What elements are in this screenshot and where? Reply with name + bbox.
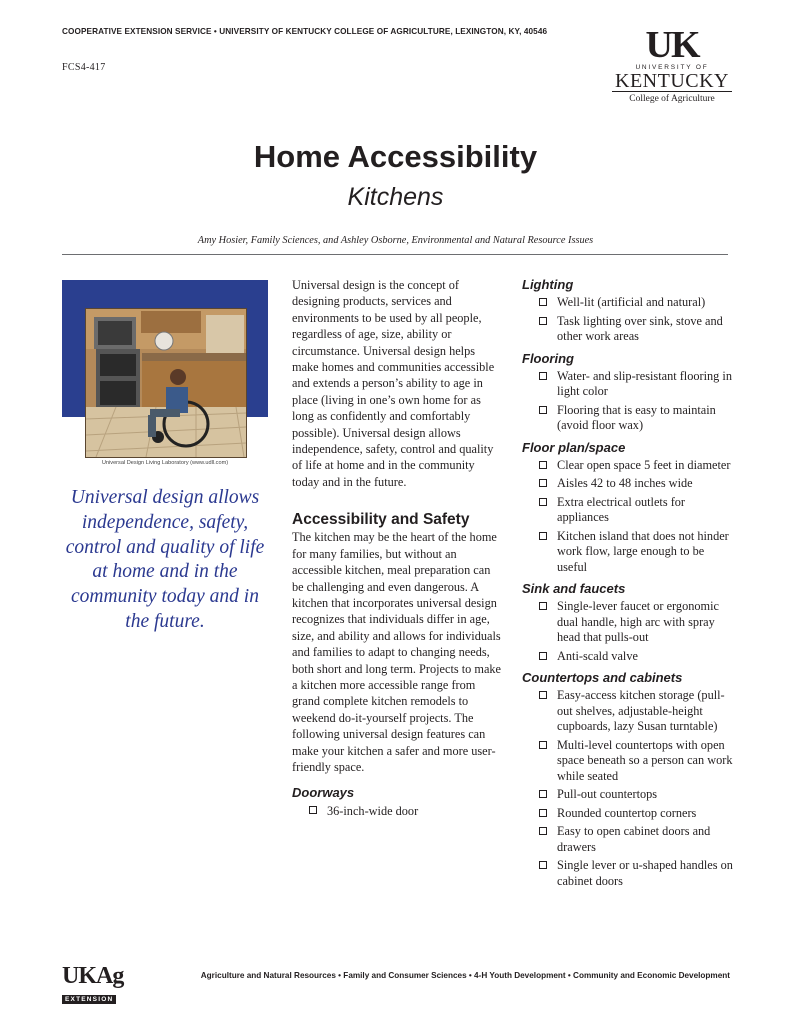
checklist-item — [522, 688, 734, 735]
checkbox-icon — [539, 298, 547, 306]
checklist-item-text: Rounded countertop corners — [557, 805, 697, 820]
checkbox-icon — [539, 827, 547, 835]
checklist-item — [522, 529, 734, 576]
countertops-heading: Countertops and cabinets — [522, 670, 683, 685]
checklist-item-text: Water- and slip-resistant flooring in light color — [557, 368, 732, 398]
flooring-list — [522, 369, 734, 434]
flooring-heading: Flooring — [522, 350, 574, 366]
checklist-item-text: 36-inch-wide door — [327, 804, 419, 819]
checkbox-icon — [539, 479, 547, 487]
checkbox-icon — [309, 806, 317, 814]
checklist-item-text: Multi-level countertops with open space beneath so a person can work while seated — [557, 737, 733, 783]
checklist-item — [522, 806, 734, 822]
logo-kentucky: KENTUCKY — [612, 71, 732, 92]
checklist-item — [292, 803, 502, 819]
checklist-item — [522, 858, 734, 889]
logo-college: College of Agriculture — [629, 94, 715, 104]
authors-line: Amy Hosier, Family Sciences, and Ashley Osborne, Environmental and Natural Resource Issues — [197, 235, 594, 246]
checklist-item — [522, 824, 734, 855]
logo-university-of: UNIVERSITY OF — [635, 64, 709, 71]
checkbox-icon — [539, 741, 547, 749]
checklist-item — [522, 458, 734, 474]
checkbox-icon — [539, 532, 547, 540]
checkbox-icon — [539, 372, 547, 380]
checklist-item — [522, 369, 734, 400]
checkbox-icon — [539, 498, 547, 506]
checklist-item — [522, 495, 734, 526]
header-divider — [62, 254, 728, 255]
doorways-list — [292, 803, 502, 819]
uk-logo-mark: UK — [645, 24, 699, 66]
floor-plan-heading: Floor plan/space — [522, 439, 626, 455]
checklist-item — [522, 738, 734, 785]
page-title: Home Accessibility — [253, 139, 538, 174]
ukag-extension-logo — [62, 964, 132, 1006]
checkbox-icon — [539, 790, 547, 798]
checklist-item — [522, 649, 734, 665]
footer-programs: Agriculture and Natural Resources • Family and Consumer Sciences • 4-H Youth Development • Community and Economic Development — [200, 971, 730, 980]
checklist-item — [522, 476, 734, 492]
checklist-item-text: Easy to open cabinet doors and drawers — [557, 824, 711, 854]
checklist-item-text: Aisles 42 to 48 inches wide — [557, 476, 693, 490]
checkbox-icon — [539, 809, 547, 817]
checklist-item-text: Well-lit (artificial and natural) — [557, 295, 706, 309]
page-subtitle: Kitchens — [347, 183, 444, 211]
header-address: • UNIVERSITY OF KENTUCKY COLLEGE OF AGRICULTURE, LEXINGTON, KY, 40546 — [211, 27, 548, 36]
checkbox-icon — [539, 317, 547, 325]
checklist-item — [522, 403, 734, 434]
checkbox-icon — [539, 691, 547, 699]
footer-logo-extension: EXTENSION — [62, 995, 116, 1004]
publication-number: FCS4-417 — [62, 62, 106, 73]
intro-paragraph: Universal design is the concept of designing products, services and environments to be used by all people, regardless of age, size, ability or circumstance. Universal design helps make homes and communities accessible and extends a person’s ability to age in place (living in one’s own home for as long as confidently and comfortably possible). Universal design allows independence, safety, control and quality of life at home and in the community today and in the future. — [292, 278, 495, 489]
checklist-item-text: Task lighting over sink, stove and other work areas — [557, 313, 723, 343]
floor-plan-list — [522, 458, 734, 576]
checklist-item-text: Anti-scald valve — [557, 648, 638, 663]
checklist-item — [522, 314, 734, 345]
pull-quote: Universal design allows independence, safety, control and quality of life at home and in the community today and in the future. — [65, 487, 265, 632]
checklist-item-text: Clear open space 5 feet in diameter — [557, 457, 731, 472]
checklist-item-text: Single-lever faucet or ergonomic dual handle, high arc with spray head that pulls-out — [557, 599, 719, 644]
checkbox-icon — [539, 461, 547, 469]
photo-caption: Universal Design Living Laboratory (www.udll.com) — [101, 460, 229, 466]
checklist-column — [522, 277, 734, 892]
checkbox-icon — [539, 406, 547, 414]
main-column — [292, 277, 502, 823]
doorways-heading: Doorways — [292, 785, 355, 801]
sink-list — [522, 599, 734, 664]
checklist-item-text: Kitchen island that does not hinder work flow, large enough to be useful — [557, 528, 729, 574]
lighting-heading: Lighting — [522, 277, 574, 292]
checklist-item-text: Pull-out countertops — [557, 787, 658, 801]
section-paragraph: The kitchen may be the heart of the home for many families, but without an accessible kitchen, meal preparation can be challenging and even dangerous. A kitchen that incorporates universal design recognizes that individuals differ in age, size, and ability and allows for individuals and families to adapt to changing needs, both short and long term. Projects to make a kitchen more accessible range from grand complete kitchen remodels to weekend do-it-yourself projects. The following universal design features can make your kitchen a safer and more user-friendly space. — [292, 530, 502, 774]
checklist-item-text: Easy-access kitchen storage (pull-out shelves, adjustable-height cupboards, lazy Susan turntable) — [557, 688, 725, 733]
checkbox-icon — [539, 602, 547, 610]
lighting-list — [522, 295, 734, 345]
checklist-item — [522, 295, 734, 311]
checklist-item — [522, 599, 734, 646]
checklist-item-text: Single lever or u-shaped handles on cabinet doors — [557, 858, 733, 888]
kitchen-wheelchair-photo — [85, 308, 247, 458]
sink-heading: Sink and faucets — [522, 581, 626, 596]
checklist-item-text: Extra electrical outlets for appliances — [557, 494, 686, 524]
checklist-item — [522, 787, 734, 803]
uk-college-logo — [612, 24, 732, 104]
checkbox-icon — [539, 652, 547, 660]
header-org: COOPERATIVE EXTENSION SERVICE — [62, 27, 212, 36]
checklist-item-text: Flooring that is easy to maintain (avoid floor wax) — [557, 402, 716, 432]
header-line — [62, 27, 547, 36]
footer-logo-mark: UKAg — [62, 963, 124, 989]
section-heading: Accessibility and Safety — [292, 511, 470, 529]
countertops-list — [522, 688, 734, 889]
checkbox-icon — [539, 861, 547, 869]
